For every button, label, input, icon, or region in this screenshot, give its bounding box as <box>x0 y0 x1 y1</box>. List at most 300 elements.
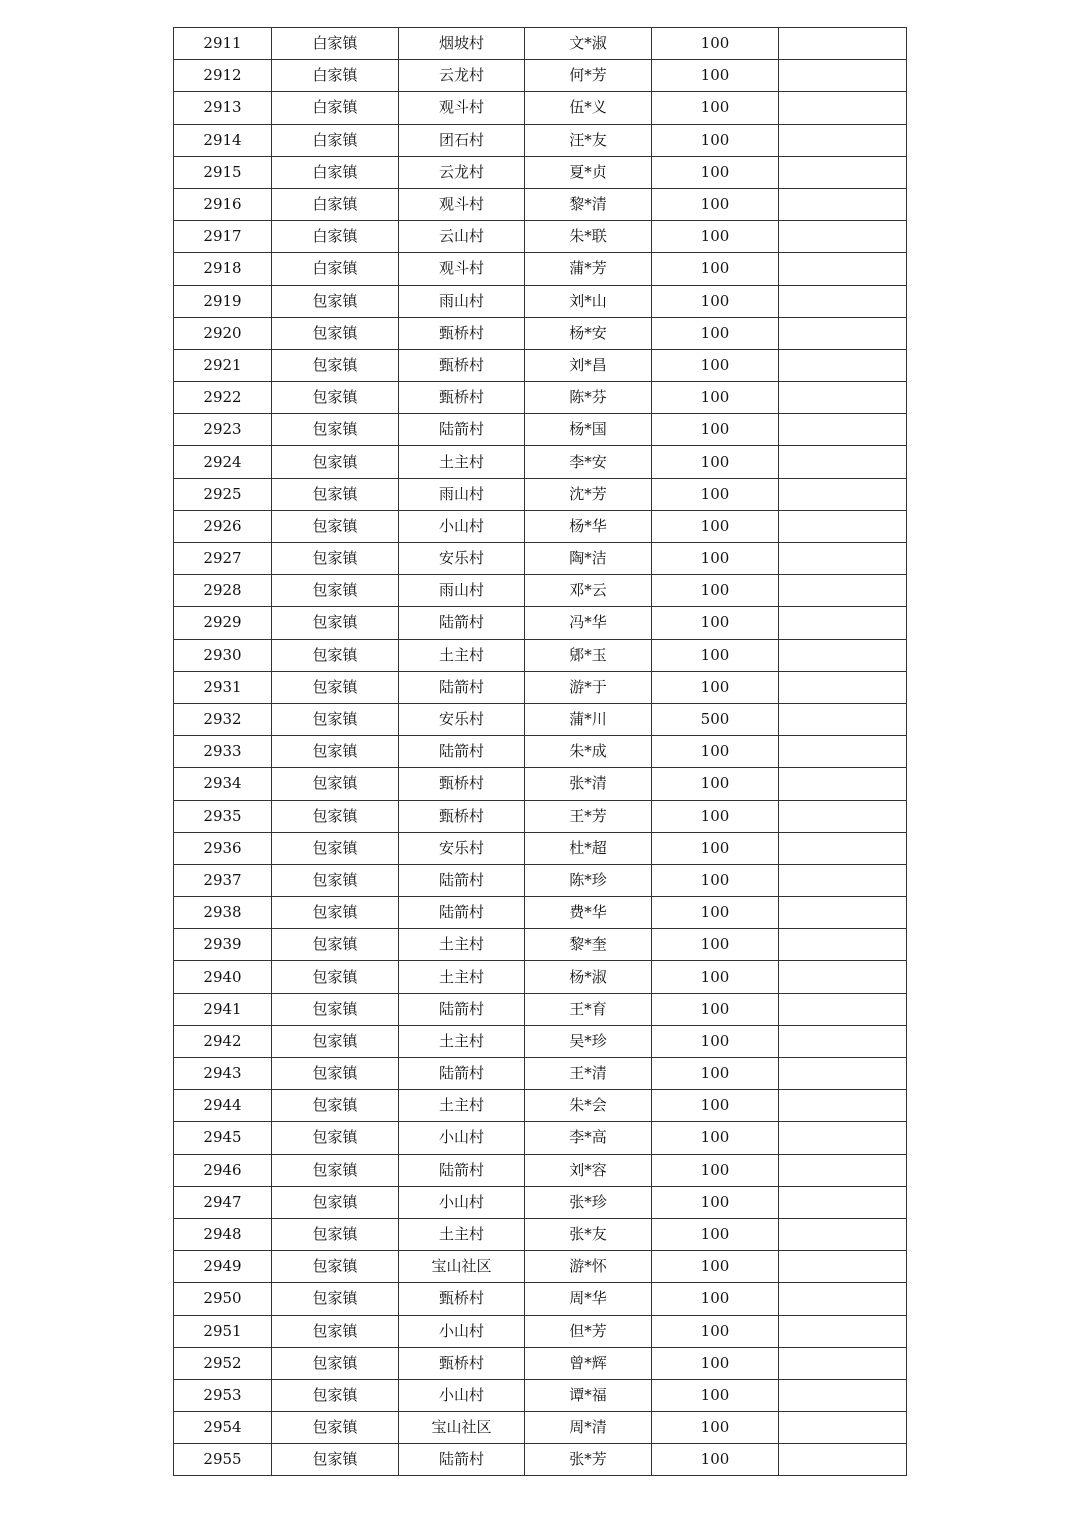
town-cell: 包家镇 <box>272 1090 399 1122</box>
name-cell: 谭*福 <box>525 1379 652 1411</box>
amount-cell: 100 <box>652 1379 779 1411</box>
town-cell: 包家镇 <box>272 1218 399 1250</box>
note-cell <box>779 60 907 92</box>
table-row <box>174 1186 907 1218</box>
table-row <box>174 864 907 896</box>
village-cell: 陆箭村 <box>399 607 525 639</box>
town-cell: 包家镇 <box>272 897 399 929</box>
serial-number-cell: 2933 <box>174 736 272 768</box>
note-cell <box>779 253 907 285</box>
name-cell: 刘*昌 <box>525 349 652 381</box>
serial-number-cell: 2932 <box>174 703 272 735</box>
amount-cell: 100 <box>652 832 779 864</box>
serial-number-cell: 2930 <box>174 639 272 671</box>
name-cell: 周*清 <box>525 1412 652 1444</box>
note-cell <box>779 1251 907 1283</box>
serial-number-cell: 2926 <box>174 510 272 542</box>
serial-number-cell: 2955 <box>174 1444 272 1476</box>
note-cell <box>779 1122 907 1154</box>
amount-cell: 100 <box>652 1347 779 1379</box>
village-cell: 宝山社区 <box>399 1412 525 1444</box>
amount-cell: 100 <box>652 156 779 188</box>
note-cell <box>779 317 907 349</box>
table-row <box>174 285 907 317</box>
serial-number-cell: 2937 <box>174 864 272 896</box>
roster-table-body <box>174 28 907 1476</box>
table-row <box>174 478 907 510</box>
amount-cell: 100 <box>652 1283 779 1315</box>
serial-number-cell: 2923 <box>174 414 272 446</box>
serial-number-cell: 2915 <box>174 156 272 188</box>
serial-number-cell: 2916 <box>174 188 272 220</box>
serial-number-cell: 2927 <box>174 543 272 575</box>
table-row <box>174 1122 907 1154</box>
amount-cell: 500 <box>652 703 779 735</box>
serial-number-cell: 2944 <box>174 1090 272 1122</box>
serial-number-cell: 2918 <box>174 253 272 285</box>
town-cell: 包家镇 <box>272 543 399 575</box>
town-cell: 包家镇 <box>272 1058 399 1090</box>
name-cell: 蒲*川 <box>525 703 652 735</box>
village-cell: 观斗村 <box>399 188 525 220</box>
name-cell: 夏*贞 <box>525 156 652 188</box>
serial-number-cell: 2929 <box>174 607 272 639</box>
serial-number-cell: 2924 <box>174 446 272 478</box>
table-row <box>174 800 907 832</box>
village-cell: 土主村 <box>399 1090 525 1122</box>
village-cell: 宝山社区 <box>399 1251 525 1283</box>
table-row <box>174 1283 907 1315</box>
village-cell: 云山村 <box>399 221 525 253</box>
note-cell <box>779 285 907 317</box>
name-cell: 但*芳 <box>525 1315 652 1347</box>
serial-number-cell: 2912 <box>174 60 272 92</box>
table-row <box>174 124 907 156</box>
name-cell: 杜*超 <box>525 832 652 864</box>
town-cell: 包家镇 <box>272 607 399 639</box>
name-cell: 陈*珍 <box>525 864 652 896</box>
name-cell: 伍*义 <box>525 92 652 124</box>
serial-number-cell: 2914 <box>174 124 272 156</box>
serial-number-cell: 2938 <box>174 897 272 929</box>
table-row <box>174 575 907 607</box>
town-cell: 包家镇 <box>272 639 399 671</box>
table-row <box>174 317 907 349</box>
amount-cell: 100 <box>652 1090 779 1122</box>
name-cell: 沈*芳 <box>525 478 652 510</box>
name-cell: 王*清 <box>525 1058 652 1090</box>
serial-number-cell: 2935 <box>174 800 272 832</box>
note-cell <box>779 1218 907 1250</box>
amount-cell: 100 <box>652 864 779 896</box>
serial-number-cell: 2939 <box>174 929 272 961</box>
town-cell: 包家镇 <box>272 510 399 542</box>
village-cell: 陆箭村 <box>399 671 525 703</box>
note-cell <box>779 800 907 832</box>
town-cell: 包家镇 <box>272 1122 399 1154</box>
table-row <box>174 703 907 735</box>
town-cell: 包家镇 <box>272 317 399 349</box>
amount-cell: 100 <box>652 124 779 156</box>
village-cell: 陆箭村 <box>399 993 525 1025</box>
town-cell: 包家镇 <box>272 382 399 414</box>
village-cell: 甄桥村 <box>399 768 525 800</box>
table-row <box>174 253 907 285</box>
table-row <box>174 92 907 124</box>
name-cell: 黎*奎 <box>525 929 652 961</box>
town-cell: 包家镇 <box>272 446 399 478</box>
amount-cell: 100 <box>652 768 779 800</box>
amount-cell: 100 <box>652 800 779 832</box>
note-cell <box>779 736 907 768</box>
town-cell: 包家镇 <box>272 1154 399 1186</box>
note-cell <box>779 28 907 60</box>
amount-cell: 100 <box>652 1412 779 1444</box>
table-row <box>174 543 907 575</box>
serial-number-cell: 2953 <box>174 1379 272 1411</box>
name-cell: 黎*清 <box>525 188 652 220</box>
table-row <box>174 1315 907 1347</box>
note-cell <box>779 575 907 607</box>
name-cell: 张*芳 <box>525 1444 652 1476</box>
town-cell: 包家镇 <box>272 414 399 446</box>
village-cell: 小山村 <box>399 1315 525 1347</box>
serial-number-cell: 2949 <box>174 1251 272 1283</box>
note-cell <box>779 1412 907 1444</box>
name-cell: 杨*国 <box>525 414 652 446</box>
serial-number-cell: 2945 <box>174 1122 272 1154</box>
village-cell: 小山村 <box>399 1379 525 1411</box>
serial-number-cell: 2936 <box>174 832 272 864</box>
note-cell <box>779 1379 907 1411</box>
village-cell: 陆箭村 <box>399 1154 525 1186</box>
town-cell: 包家镇 <box>272 1379 399 1411</box>
note-cell <box>779 188 907 220</box>
serial-number-cell: 2942 <box>174 1025 272 1057</box>
village-cell: 小山村 <box>399 1186 525 1218</box>
table-row <box>174 993 907 1025</box>
town-cell: 包家镇 <box>272 1444 399 1476</box>
town-cell: 白家镇 <box>272 156 399 188</box>
table-row <box>174 510 907 542</box>
table-row <box>174 607 907 639</box>
amount-cell: 100 <box>652 510 779 542</box>
name-cell: 游*怀 <box>525 1251 652 1283</box>
village-cell: 雨山村 <box>399 478 525 510</box>
town-cell: 包家镇 <box>272 285 399 317</box>
note-cell <box>779 156 907 188</box>
serial-number-cell: 2919 <box>174 285 272 317</box>
village-cell: 观斗村 <box>399 253 525 285</box>
amount-cell: 100 <box>652 221 779 253</box>
serial-number-cell: 2950 <box>174 1283 272 1315</box>
village-cell: 陆箭村 <box>399 736 525 768</box>
serial-number-cell: 2911 <box>174 28 272 60</box>
amount-cell: 100 <box>652 639 779 671</box>
amount-cell: 100 <box>652 1122 779 1154</box>
amount-cell: 100 <box>652 317 779 349</box>
village-cell: 土主村 <box>399 961 525 993</box>
serial-number-cell: 2951 <box>174 1315 272 1347</box>
table-row <box>174 414 907 446</box>
town-cell: 包家镇 <box>272 1283 399 1315</box>
village-cell: 甄桥村 <box>399 1283 525 1315</box>
name-cell: 朱*会 <box>525 1090 652 1122</box>
name-cell: 汪*友 <box>525 124 652 156</box>
name-cell: 刘*山 <box>525 285 652 317</box>
serial-number-cell: 2948 <box>174 1218 272 1250</box>
village-cell: 甄桥村 <box>399 317 525 349</box>
town-cell: 包家镇 <box>272 832 399 864</box>
amount-cell: 100 <box>652 575 779 607</box>
note-cell <box>779 1186 907 1218</box>
name-cell: 陶*洁 <box>525 543 652 575</box>
village-cell: 安乐村 <box>399 832 525 864</box>
village-cell: 土主村 <box>399 639 525 671</box>
village-cell: 云龙村 <box>399 60 525 92</box>
note-cell <box>779 993 907 1025</box>
name-cell: 曾*辉 <box>525 1347 652 1379</box>
table-row <box>174 1218 907 1250</box>
serial-number-cell: 2917 <box>174 221 272 253</box>
note-cell <box>779 1347 907 1379</box>
serial-number-cell: 2922 <box>174 382 272 414</box>
note-cell <box>779 92 907 124</box>
table-row <box>174 961 907 993</box>
amount-cell: 100 <box>652 1186 779 1218</box>
table-row <box>174 382 907 414</box>
serial-number-cell: 2913 <box>174 92 272 124</box>
amount-cell: 100 <box>652 478 779 510</box>
table-row <box>174 156 907 188</box>
village-cell: 陆箭村 <box>399 897 525 929</box>
table-row <box>174 1025 907 1057</box>
amount-cell: 100 <box>652 382 779 414</box>
town-cell: 包家镇 <box>272 1186 399 1218</box>
name-cell: 张*清 <box>525 768 652 800</box>
name-cell: 李*高 <box>525 1122 652 1154</box>
serial-number-cell: 2921 <box>174 349 272 381</box>
serial-number-cell: 2952 <box>174 1347 272 1379</box>
amount-cell: 100 <box>652 1444 779 1476</box>
note-cell <box>779 382 907 414</box>
town-cell: 包家镇 <box>272 993 399 1025</box>
amount-cell: 100 <box>652 1025 779 1057</box>
amount-cell: 100 <box>652 1315 779 1347</box>
name-cell: 文*淑 <box>525 28 652 60</box>
table-row <box>174 349 907 381</box>
amount-cell: 100 <box>652 961 779 993</box>
note-cell <box>779 703 907 735</box>
note-cell <box>779 1283 907 1315</box>
town-cell: 包家镇 <box>272 478 399 510</box>
town-cell: 包家镇 <box>272 575 399 607</box>
town-cell: 包家镇 <box>272 1025 399 1057</box>
note-cell <box>779 1444 907 1476</box>
village-cell: 陆箭村 <box>399 414 525 446</box>
amount-cell: 100 <box>652 349 779 381</box>
village-cell: 安乐村 <box>399 703 525 735</box>
name-cell: 张*友 <box>525 1218 652 1250</box>
amount-cell: 100 <box>652 993 779 1025</box>
amount-cell: 100 <box>652 60 779 92</box>
table-row <box>174 736 907 768</box>
note-cell <box>779 671 907 703</box>
table-row <box>174 1412 907 1444</box>
note-cell <box>779 897 907 929</box>
town-cell: 包家镇 <box>272 800 399 832</box>
amount-cell: 100 <box>652 446 779 478</box>
note-cell <box>779 414 907 446</box>
town-cell: 包家镇 <box>272 961 399 993</box>
town-cell: 包家镇 <box>272 703 399 735</box>
table-row <box>174 28 907 60</box>
town-cell: 包家镇 <box>272 929 399 961</box>
town-cell: 白家镇 <box>272 253 399 285</box>
note-cell <box>779 768 907 800</box>
table-row <box>174 446 907 478</box>
table-row <box>174 188 907 220</box>
serial-number-cell: 2931 <box>174 671 272 703</box>
name-cell: 杨*华 <box>525 510 652 542</box>
amount-cell: 100 <box>652 28 779 60</box>
town-cell: 白家镇 <box>272 92 399 124</box>
serial-number-cell: 2943 <box>174 1058 272 1090</box>
name-cell: 朱*联 <box>525 221 652 253</box>
note-cell <box>779 349 907 381</box>
name-cell: 王*芳 <box>525 800 652 832</box>
name-cell: 冯*华 <box>525 607 652 639</box>
amount-cell: 100 <box>652 543 779 575</box>
town-cell: 包家镇 <box>272 864 399 896</box>
table-row <box>174 1090 907 1122</box>
town-cell: 包家镇 <box>272 1412 399 1444</box>
amount-cell: 100 <box>652 1058 779 1090</box>
amount-cell: 100 <box>652 897 779 929</box>
name-cell: 朱*成 <box>525 736 652 768</box>
town-cell: 包家镇 <box>272 1347 399 1379</box>
note-cell <box>779 510 907 542</box>
table-row <box>174 1058 907 1090</box>
table-row <box>174 768 907 800</box>
town-cell: 包家镇 <box>272 1251 399 1283</box>
amount-cell: 100 <box>652 1251 779 1283</box>
village-cell: 甄桥村 <box>399 1347 525 1379</box>
note-cell <box>779 221 907 253</box>
village-cell: 安乐村 <box>399 543 525 575</box>
village-cell: 小山村 <box>399 1122 525 1154</box>
name-cell: 邓*云 <box>525 575 652 607</box>
table-row <box>174 1154 907 1186</box>
amount-cell: 100 <box>652 253 779 285</box>
serial-number-cell: 2934 <box>174 768 272 800</box>
serial-number-cell: 2954 <box>174 1412 272 1444</box>
village-cell: 雨山村 <box>399 575 525 607</box>
note-cell <box>779 543 907 575</box>
village-cell: 云龙村 <box>399 156 525 188</box>
name-cell: 陈*芬 <box>525 382 652 414</box>
note-cell <box>779 446 907 478</box>
village-cell: 团石村 <box>399 124 525 156</box>
note-cell <box>779 864 907 896</box>
serial-number-cell: 2941 <box>174 993 272 1025</box>
note-cell <box>779 1090 907 1122</box>
village-cell: 土主村 <box>399 1025 525 1057</box>
village-cell: 陆箭村 <box>399 1058 525 1090</box>
amount-cell: 100 <box>652 92 779 124</box>
table-row <box>174 832 907 864</box>
subsidy-roster-table <box>173 27 907 1476</box>
name-cell: 李*安 <box>525 446 652 478</box>
serial-number-cell: 2940 <box>174 961 272 993</box>
village-cell: 土主村 <box>399 1218 525 1250</box>
note-cell <box>779 478 907 510</box>
village-cell: 陆箭村 <box>399 1444 525 1476</box>
town-cell: 包家镇 <box>272 768 399 800</box>
table-row <box>174 1251 907 1283</box>
village-cell: 烟坡村 <box>399 28 525 60</box>
note-cell <box>779 1025 907 1057</box>
village-cell: 甄桥村 <box>399 382 525 414</box>
town-cell: 包家镇 <box>272 349 399 381</box>
note-cell <box>779 639 907 671</box>
table-row <box>174 671 907 703</box>
table-row <box>174 1347 907 1379</box>
table-row <box>174 60 907 92</box>
serial-number-cell: 2946 <box>174 1154 272 1186</box>
table-row <box>174 1379 907 1411</box>
amount-cell: 100 <box>652 414 779 446</box>
amount-cell: 100 <box>652 736 779 768</box>
name-cell: 游*于 <box>525 671 652 703</box>
name-cell: 蒲*芳 <box>525 253 652 285</box>
town-cell: 白家镇 <box>272 28 399 60</box>
name-cell: 杨*安 <box>525 317 652 349</box>
name-cell: 郳*玉 <box>525 639 652 671</box>
town-cell: 白家镇 <box>272 124 399 156</box>
note-cell <box>779 607 907 639</box>
serial-number-cell: 2920 <box>174 317 272 349</box>
name-cell: 周*华 <box>525 1283 652 1315</box>
village-cell: 甄桥村 <box>399 349 525 381</box>
table-row <box>174 929 907 961</box>
serial-number-cell: 2928 <box>174 575 272 607</box>
town-cell: 白家镇 <box>272 188 399 220</box>
amount-cell: 100 <box>652 1218 779 1250</box>
amount-cell: 100 <box>652 188 779 220</box>
name-cell: 何*芳 <box>525 60 652 92</box>
village-cell: 甄桥村 <box>399 800 525 832</box>
town-cell: 白家镇 <box>272 60 399 92</box>
note-cell <box>779 929 907 961</box>
note-cell <box>779 961 907 993</box>
serial-number-cell: 2925 <box>174 478 272 510</box>
name-cell: 王*育 <box>525 993 652 1025</box>
town-cell: 包家镇 <box>272 736 399 768</box>
town-cell: 包家镇 <box>272 1315 399 1347</box>
table-row <box>174 639 907 671</box>
serial-number-cell: 2947 <box>174 1186 272 1218</box>
village-cell: 陆箭村 <box>399 864 525 896</box>
amount-cell: 100 <box>652 607 779 639</box>
name-cell: 刘*容 <box>525 1154 652 1186</box>
note-cell <box>779 124 907 156</box>
note-cell <box>779 832 907 864</box>
note-cell <box>779 1154 907 1186</box>
amount-cell: 100 <box>652 1154 779 1186</box>
table-row <box>174 221 907 253</box>
village-cell: 土主村 <box>399 446 525 478</box>
